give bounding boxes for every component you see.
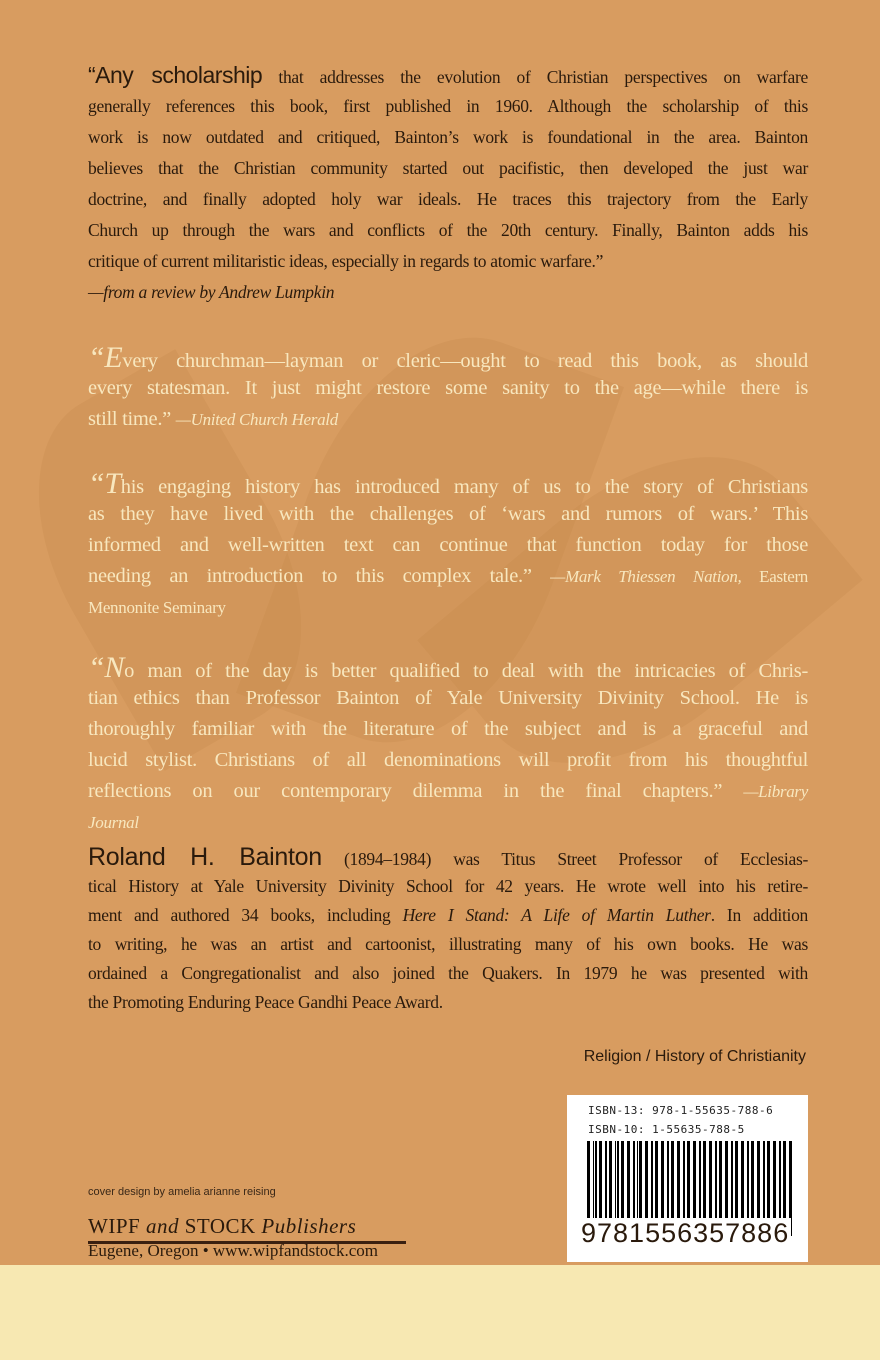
quote-attribution: —Mark Thiessen Nation, [550, 567, 742, 586]
isbn10: ISBN-10: 1-55635-788-5 [588, 1123, 745, 1136]
review-line: doctrine, and finally adopted holy war ideals. He traces this trajectory from the Early [88, 189, 808, 209]
review-lead: “Any scholarship [88, 62, 263, 88]
review-paragraph: “Any scholarship that addresses the evolution of Christian perspectives on warfare generally references this book, first published in 1960. Although the scholarship of this work is now outdated and critiqued, Bainton’s work is foundational in the area. Bainton believes that the Christian community started out pacifistic, then developed the just war doctrine, and finally adopted holy war ideals. He traces this trajectory from the Early Church up through the wars and conflicts of the 20th century. Finally, Bainton adds his critique of current militaristic ideas, especially in regards to atomic warfare.” —from a review by Andrew Lumpkin [88, 60, 808, 308]
publisher-location: Eugene, Oregon • www.wipfandstock.com [88, 1241, 378, 1260]
barcode-number: 9781556357886 [581, 1218, 790, 1248]
author-bio: Roland H. Bainton (1894–1984) was Titus Street Professor of Ecclesias- tical History at Yale University Divinity School for 42 years. He wrote well into his retire- ment and authored 34 books, including Here I Stand: A Life of Martin Luther. In addition to writing, he was an artist and cartoonist, illustrating many of his own books. He was ordained a Congregationalist and also joined the Quakers. In 1979 he was presented with the Promoting Enduring Peace Gandhi Peace Award. [88, 843, 808, 1012]
author-name: Roland H. Bainton [88, 843, 322, 871]
review-line: generally references this book, first published in 1960. Although the scholarship of this [88, 96, 808, 116]
book-title: Here I Stand: A Life of Martin Luther [402, 905, 711, 925]
review-line: believes that the Christian community started out pacifistic, then developed the just war [88, 158, 808, 178]
barcode-box [567, 1095, 808, 1262]
bottom-strip [0, 1265, 880, 1360]
cover-credit: cover design by amelia arianne reising [88, 1186, 276, 1198]
review-attribution: —from a review by Andrew Lumpkin [88, 282, 335, 302]
isbn13: ISBN-13: 978-1-55635-788-6 [588, 1104, 774, 1117]
review-line: work is now outdated and critiqued, Bainton’s work is foundational in the area. Bainton [88, 127, 808, 147]
quote-attribution: —United Church Herald [175, 410, 338, 429]
quote-united-church-herald: “Every churchman—layman or cleric—ought to read this book, as should every statesman. It just might restore some sanity to the age—while there is still time.” —United Church Herald [88, 341, 808, 430]
review-line: Church up through the wars and conflicts of the 20th century. Finally, Bainton adds his [88, 220, 808, 240]
review-line: critique of current militaristic ideas, especially in regards to atomic warfare.” [88, 251, 604, 271]
quote-library-journal: “No man of the day is better qualified to deal with the intricacies of Chris- tian ethics than Professor Bainton of Yale University Divinity School. He is thoroughly familiar with the literature of the subject and is a graceful and lucid stylist. Christians of all denominations will profit from his thoughtful reflections on our contemporary dilemma in the final chapters.” —Library Journal [88, 651, 808, 832]
category-label: Religion / History of Christianity [583, 1048, 806, 1065]
quote-mark-thiessen-nation: “This engaging history has introduced many of us to the story of Christians as they have lived with the challenges of ‘wars and rumors of wars.’ This informed and well-written text can continue that function today for those needing an introduction to this complex tale.” —Mark Thiessen Nation, Eastern Mennonite Seminary [88, 467, 809, 617]
publisher-name: WIPF and STOCK Publishers [88, 1214, 406, 1244]
quote-attribution: —Library [743, 782, 808, 801]
